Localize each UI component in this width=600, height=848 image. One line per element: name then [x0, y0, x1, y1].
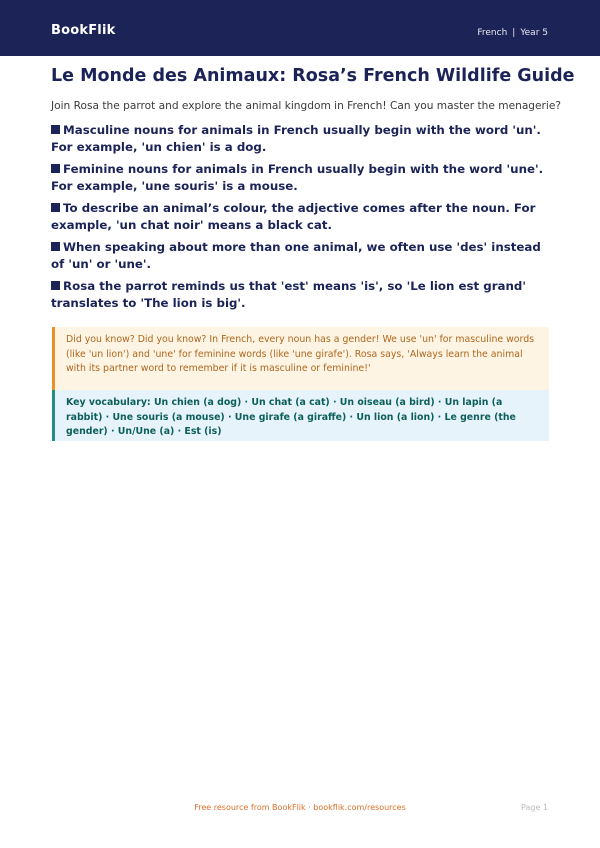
brand-logo-text[interactable]: BookFlik [51, 23, 116, 38]
bullet-text: To describe an animal’s colour, the adjective comes after the noun. For example, 'un chat noir' means a black cat. [51, 201, 536, 232]
bullet-item [51, 122, 551, 156]
bullet-square-icon [51, 242, 60, 251]
bullet-text: Rosa the parrot reminds us that 'est' means 'is', so 'Le lion est grand' translates to 'The lion is big'. [51, 279, 526, 310]
bullet-square-icon [51, 203, 60, 212]
key-vocabulary-box: Key vocabulary: Un chien (a dog) · Un chat (a cat) · Un oiseau (a bird) · Un lapin (a rabbit) · Une souris (a mouse) · Une girafe (a giraffe) · Un lion (a lion) · Le genre (the gender) · Un/Une (a) · Est (is) [52, 390, 549, 441]
header-meta [477, 28, 548, 38]
bullet-list [51, 122, 551, 317]
bullet-text: Masculine nouns for animals in French usually begin with the word 'un'. For example, 'un chien' is a dog. [51, 123, 541, 154]
bullet-item [51, 239, 551, 273]
intro-text: Join Rosa the parrot and explore the animal kingdom in French! Can you master the menagerie? [51, 100, 561, 112]
bullet-item [51, 161, 551, 195]
page-title: Le Monde des Animaux: Rosa’s French Wildlife Guide [51, 66, 575, 86]
bullet-item [51, 200, 551, 234]
bullet-text: When speaking about more than one animal, we often use 'des' instead of 'un' or 'une'. [51, 240, 541, 271]
meta-separator: | [512, 28, 516, 38]
bullet-square-icon [51, 125, 60, 134]
bullet-item [51, 278, 551, 312]
bullet-square-icon [51, 281, 60, 290]
did-you-know-callout: Did you know? Did you know? In French, every noun has a gender! We use 'un' for masculine words (like 'un lion') and 'une' for feminine words (like 'une girafe'). Rosa says, 'Always learn the animal with its partner word to remember if it is masculine or feminine!' [52, 327, 549, 390]
bullet-text: Feminine nouns for animals in French usually begin with the word 'une'. For example, 'une souris' is a mouse. [51, 162, 544, 193]
year-label: Year 5 [520, 28, 548, 38]
page-header [0, 0, 600, 56]
footer-credit[interactable]: Free resource from BookFlik · bookflik.com/resources [194, 803, 406, 812]
bullet-square-icon [51, 164, 60, 173]
subject-label: French [477, 28, 508, 38]
page-number: Page 1 [521, 803, 548, 812]
